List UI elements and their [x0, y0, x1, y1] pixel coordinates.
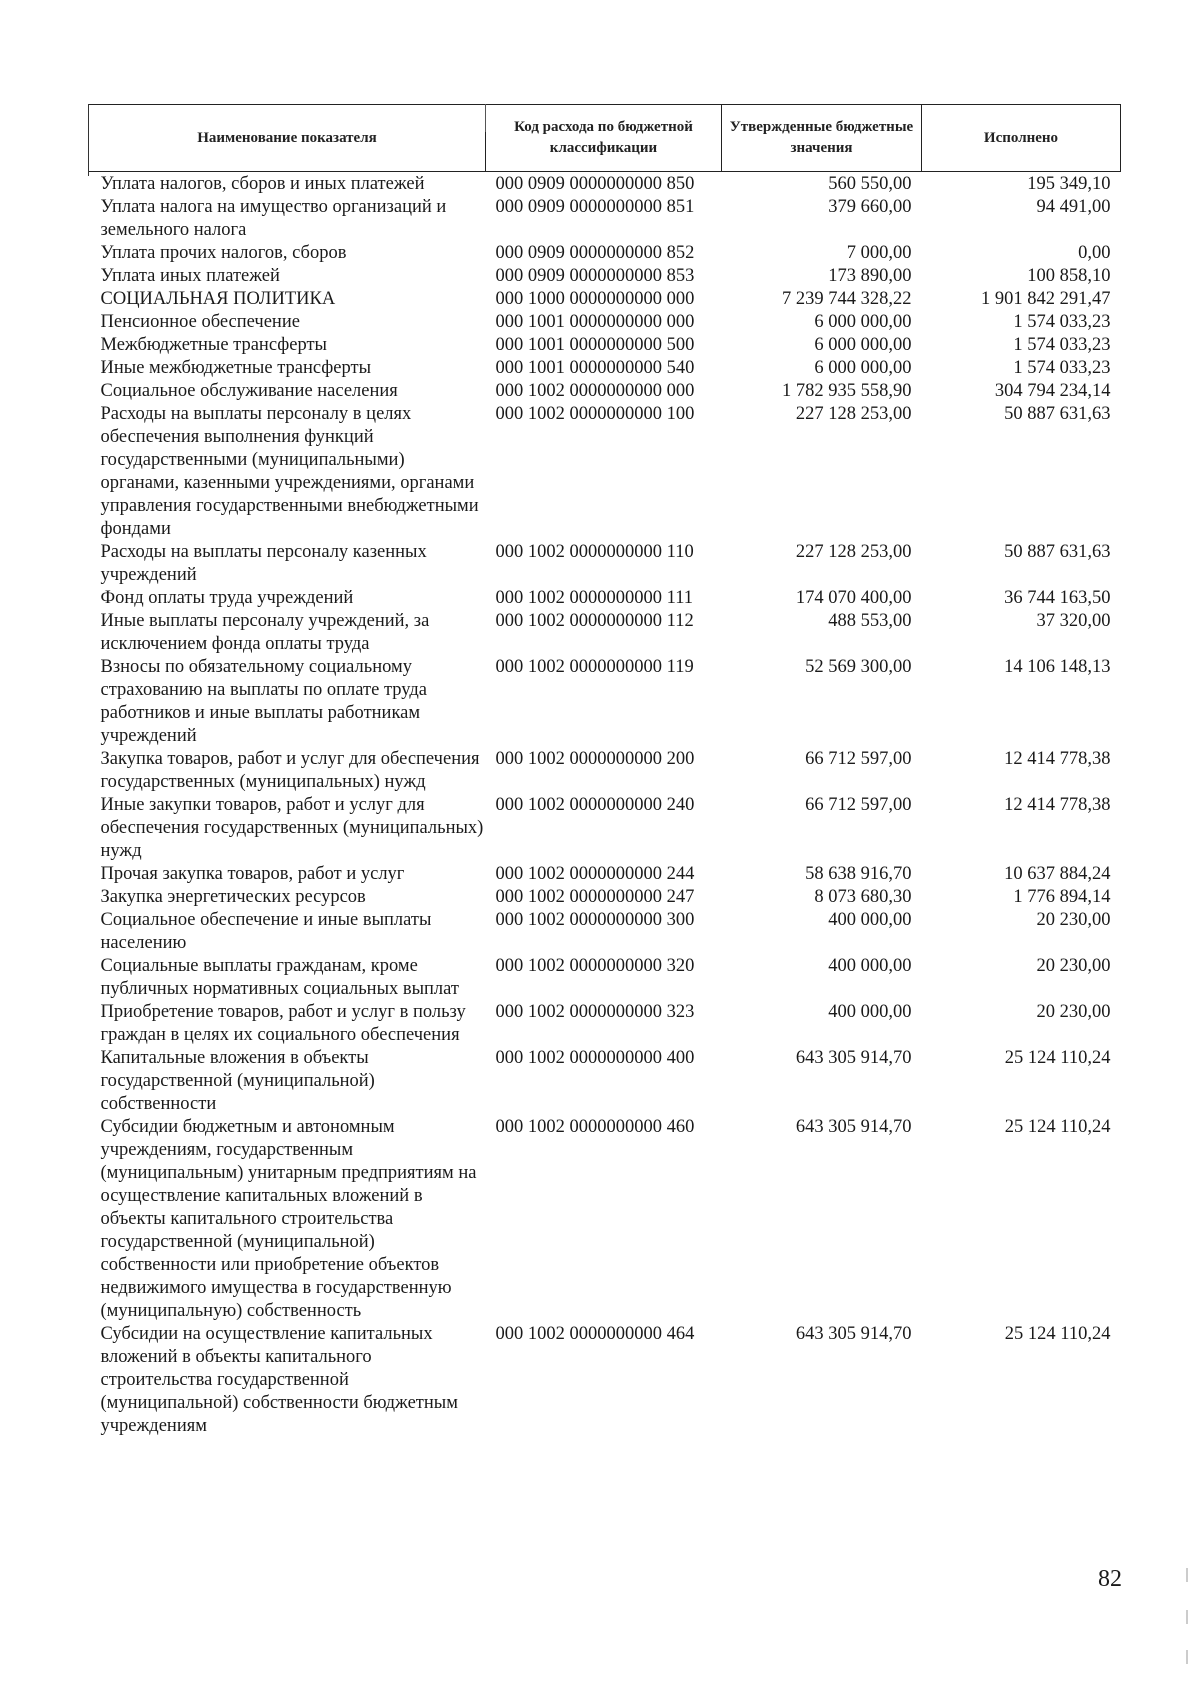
row-name: Социальное обеспечение и иные выплаты населению — [100, 910, 432, 953]
row-approved-value: 227 128 253,00 — [795, 542, 912, 562]
row-executed-value: 304 794 234,14 — [994, 381, 1111, 401]
row-name: Социальное обслуживание населения — [100, 381, 398, 401]
row-approved-value: 173 890,00 — [828, 266, 912, 286]
row-approved-value: 52 569 300,00 — [805, 657, 912, 677]
header-approved-values: Утвержденные бюджетные значения — [722, 105, 922, 172]
row-budget-code: 000 1002 0000000000 320 — [495, 956, 695, 976]
row-executed-value: 14 106 148,13 — [1004, 657, 1111, 677]
table-left-border-fragment — [88, 104, 89, 176]
row-budget-code: 000 1002 0000000000 400 — [495, 1048, 695, 1068]
row-name: Иные межбюджетные трансферты — [100, 358, 372, 378]
row-executed-value: 94 491,00 — [1036, 197, 1111, 217]
row-name: Иные закупки товаров, работ и услуг для обеспечения государственных (муниципальных) нужд — [100, 795, 484, 861]
row-approved-value: 379 660,00 — [828, 197, 912, 217]
row-approved-value: 58 638 916,70 — [805, 864, 912, 884]
row-budget-code: 000 0909 0000000000 851 — [495, 197, 695, 217]
table-row — [89, 196, 1121, 242]
row-executed-value: 20 230,00 — [1036, 956, 1111, 976]
budget-table — [88, 104, 1121, 1438]
row-executed-value: 37 320,00 — [1036, 611, 1111, 631]
row-name: Фонд оплаты труда учреждений — [100, 588, 354, 608]
row-executed-value: 36 744 163,50 — [1004, 588, 1111, 608]
row-approved-value: 6 000 000,00 — [814, 312, 912, 332]
row-executed-value: 50 887 631,63 — [1004, 542, 1111, 562]
table-row — [89, 656, 1121, 748]
header-indicator-name: Наименование показателя — [89, 105, 486, 172]
table-row — [89, 288, 1121, 311]
row-approved-value: 400 000,00 — [828, 956, 912, 976]
scan-edge-mark — [1186, 1650, 1188, 1664]
row-executed-value: 1 574 033,23 — [1013, 312, 1111, 332]
row-executed-value: 25 124 110,24 — [1004, 1117, 1111, 1137]
row-approved-value: 6 000 000,00 — [814, 335, 912, 355]
row-budget-code: 000 0909 0000000000 850 — [495, 174, 695, 194]
row-name: Капитальные вложения в объекты государственной (муниципальной) собственности — [100, 1048, 375, 1114]
table-body — [89, 172, 1121, 1439]
row-approved-value: 560 550,00 — [828, 174, 912, 194]
row-budget-code: 000 1002 0000000000 119 — [495, 657, 694, 677]
table-row — [89, 909, 1121, 955]
row-approved-value: 400 000,00 — [828, 1002, 912, 1022]
row-approved-value: 6 000 000,00 — [814, 358, 912, 378]
row-budget-code: 000 0909 0000000000 852 — [495, 243, 695, 263]
row-approved-value: 400 000,00 — [828, 910, 912, 930]
row-budget-code: 000 1001 0000000000 540 — [495, 358, 695, 378]
table-row — [89, 1047, 1121, 1116]
row-budget-code: 000 1002 0000000000 200 — [495, 749, 695, 769]
row-executed-value: 12 414 778,38 — [1004, 795, 1111, 815]
row-approved-value: 7 239 744 328,22 — [782, 289, 912, 309]
row-executed-value: 100 858,10 — [1027, 266, 1111, 286]
row-approved-value: 488 553,00 — [828, 611, 912, 631]
row-budget-code: 000 1002 0000000000 111 — [495, 588, 694, 608]
table-row — [89, 863, 1121, 886]
scan-edge-mark — [1186, 1610, 1188, 1624]
table-row — [89, 1323, 1121, 1438]
row-executed-value: 50 887 631,63 — [1004, 404, 1111, 424]
table-row — [89, 955, 1121, 1001]
row-name: Закупка энергетических ресурсов — [100, 887, 366, 907]
table-row — [89, 265, 1121, 288]
row-executed-value: 25 124 110,24 — [1004, 1324, 1111, 1344]
row-budget-code: 000 1002 0000000000 464 — [495, 1324, 695, 1344]
row-executed-value: 0,00 — [1078, 243, 1111, 263]
table-row — [89, 587, 1121, 610]
table-row — [89, 610, 1121, 656]
row-name: Уплата налогов, сборов и иных платежей — [100, 174, 425, 194]
table-row — [89, 172, 1121, 197]
table-row — [89, 1116, 1121, 1323]
table-column-divider-fragment — [485, 104, 486, 132]
row-name: Социальные выплаты гражданам, кроме публичных нормативных социальных выплат — [100, 956, 459, 999]
row-budget-code: 000 1002 0000000000 100 — [495, 404, 695, 424]
row-executed-value: 1 574 033,23 — [1013, 335, 1111, 355]
row-executed-value: 195 349,10 — [1027, 174, 1111, 194]
row-name: Пенсионное обеспечение — [100, 312, 300, 332]
row-budget-code: 000 1002 0000000000 323 — [495, 1002, 695, 1022]
row-executed-value: 20 230,00 — [1036, 1002, 1111, 1022]
table-header — [89, 105, 1121, 172]
row-budget-code: 000 1002 0000000000 000 — [495, 381, 695, 401]
row-budget-code: 000 1002 0000000000 244 — [495, 864, 695, 884]
row-executed-value: 1 776 894,14 — [1013, 887, 1111, 907]
row-approved-value: 66 712 597,00 — [805, 749, 912, 769]
row-name: Взносы по обязательному социальному страхованию на выплаты по оплате труда работников и иные выплаты работникам учреждений — [100, 657, 427, 746]
row-executed-value: 10 637 884,24 — [1004, 864, 1111, 884]
table-row — [89, 748, 1121, 794]
row-name: Субсидии на осуществление капитальных вложений в объекты капитального строительства государственной (муниципальной) собственности бюджетным учреждениям — [100, 1324, 458, 1436]
row-budget-code: 000 1002 0000000000 112 — [495, 611, 694, 631]
row-executed-value: 1 901 842 291,47 — [981, 289, 1111, 309]
row-executed-value: 20 230,00 — [1036, 910, 1111, 930]
row-approved-value: 643 305 914,70 — [795, 1117, 912, 1137]
row-name: Уплата налога на имущество организаций и земельного налога — [100, 197, 447, 240]
table-row — [89, 311, 1121, 334]
row-budget-code: 000 1001 0000000000 500 — [495, 335, 695, 355]
row-budget-code: 000 1002 0000000000 460 — [495, 1117, 695, 1137]
row-name: Иные выплаты персоналу учреждений, за исключением фонда оплаты труда — [100, 611, 430, 654]
row-name: Прочая закупка товаров, работ и услуг — [100, 864, 405, 884]
row-approved-value: 643 305 914,70 — [795, 1324, 912, 1344]
table-row — [89, 541, 1121, 587]
row-budget-code: 000 1002 0000000000 247 — [495, 887, 695, 907]
table-row — [89, 403, 1121, 541]
table-row — [89, 380, 1121, 403]
row-name: Уплата прочих налогов, сборов — [100, 243, 347, 263]
row-name: Межбюджетные трансферты — [100, 335, 327, 355]
row-approved-value: 174 070 400,00 — [795, 588, 912, 608]
scan-edge-mark — [1186, 1568, 1188, 1582]
table-row — [89, 242, 1121, 265]
row-budget-code: 000 1002 0000000000 300 — [495, 910, 695, 930]
row-budget-code: 000 1001 0000000000 000 — [495, 312, 695, 332]
row-budget-code: 000 0909 0000000000 853 — [495, 266, 695, 286]
row-name: Расходы на выплаты персоналу в целях обеспечения выполнения функций государственными (муниципальными) органами, казенными учреждениями, органами управления государственными внебюджетными фондами — [100, 404, 479, 539]
table-row — [89, 794, 1121, 863]
table-row — [89, 334, 1121, 357]
row-executed-value: 1 574 033,23 — [1013, 358, 1111, 378]
page-number: 82 — [1098, 1566, 1122, 1592]
row-budget-code: 000 1002 0000000000 240 — [495, 795, 695, 815]
row-approved-value: 7 000,00 — [846, 243, 912, 263]
table-row — [89, 1001, 1121, 1047]
row-name: Субсидии бюджетным и автономным учреждениям, государственным (муниципальным) унитарным предприятиям на осуществление капитальных вложений в объекты капитального строительства государственной (муниципальной) собственности или приобретение объектов недвижимого имущества в государственную (муниципальную) собственность — [100, 1117, 477, 1321]
row-approved-value: 643 305 914,70 — [795, 1048, 912, 1068]
row-name: Закупка товаров, работ и услуг для обеспечения государственных (муниципальных) нужд — [100, 749, 480, 792]
row-executed-value: 25 124 110,24 — [1004, 1048, 1111, 1068]
row-executed-value: 12 414 778,38 — [1004, 749, 1111, 769]
row-name: Уплата иных платежей — [100, 266, 280, 286]
table-row — [89, 357, 1121, 380]
header-executed: Исполнено — [922, 105, 1121, 172]
row-approved-value: 66 712 597,00 — [805, 795, 912, 815]
table-row — [89, 886, 1121, 909]
row-approved-value: 1 782 935 558,90 — [782, 381, 912, 401]
row-budget-code: 000 1000 0000000000 000 — [495, 289, 695, 309]
row-name: Приобретение товаров, работ и услуг в пользу граждан в целях их социального обеспечения — [100, 1002, 466, 1045]
row-name: Расходы на выплаты персоналу казенных учреждений — [100, 542, 427, 585]
row-budget-code: 000 1002 0000000000 110 — [495, 542, 694, 562]
header-budget-code: Код расхода по бюджетной классификации — [486, 105, 722, 172]
row-approved-value: 227 128 253,00 — [795, 404, 912, 424]
row-name: СОЦИАЛЬНАЯ ПОЛИТИКА — [100, 289, 336, 309]
row-approved-value: 8 073 680,30 — [814, 887, 912, 907]
